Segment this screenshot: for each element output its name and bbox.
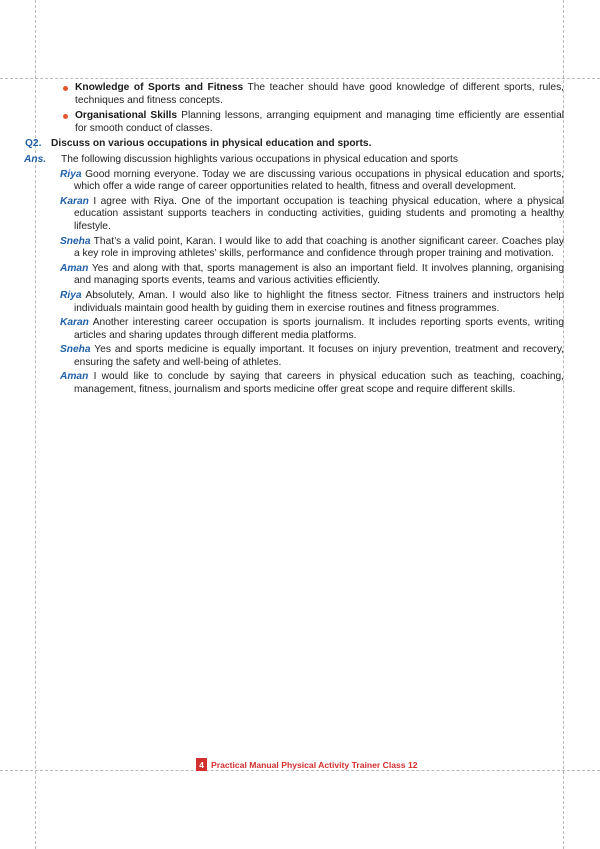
- bullet-item: [24, 82, 564, 107]
- bullet-item: [24, 110, 564, 135]
- speech-text: Another interesting career occupation is sports journalism. It includes reporting sports events, writing articles and sharing updates through different media platforms.: [74, 317, 564, 341]
- speaker-name: Riya: [60, 168, 82, 180]
- speaker-name: Sneha: [60, 235, 91, 247]
- bullet-dot-icon: [63, 86, 68, 91]
- dialogue-line: [24, 196, 564, 234]
- speech-text: Yes and along with that, sports management is also an important field. It involves planning, organising and managing sports events, teams and various activities efficiently.: [74, 262, 564, 287]
- dialogue-line: [24, 290, 564, 315]
- speaker-name: Aman: [60, 371, 89, 383]
- dialogue-line: [24, 169, 564, 194]
- dialogue-line: [24, 317, 564, 342]
- speaker-name: Karan: [60, 317, 89, 329]
- bullet-text: The teacher should have good knowledge of different sports, rules, techniques and fitness concepts.: [75, 82, 564, 106]
- speaker-name: Riya: [60, 289, 82, 301]
- answer-label: Ans.: [24, 153, 47, 165]
- bullet-term: Knowledge of Sports and Fitness: [75, 82, 244, 93]
- question: [24, 138, 564, 151]
- speaker-name: Aman: [60, 262, 89, 274]
- crop-guide-top: [0, 78, 600, 79]
- answer: [24, 154, 564, 167]
- answer-intro: The following discussion highlights various occupations in physical education and sports: [61, 153, 458, 165]
- question-text: Discuss on various occupations in physical education and sports.: [51, 138, 372, 150]
- speaker-name: Karan: [60, 195, 89, 207]
- speech-text: Absolutely, Aman. I would also like to highlight the fitness sector. Fitness trainers and instructors help individuals maintain good health by guiding them in exercise routines and fitness programmes.: [74, 289, 564, 314]
- dialogue-line: [24, 371, 564, 396]
- dialogue-line: [24, 236, 564, 261]
- speech-text: Yes and sports medicine is equally important. It focuses on injury prevention, treatment and recovery, ensuring the safety and well-being of athletes.: [74, 344, 564, 368]
- bullet-term: Organisational Skills: [75, 110, 178, 122]
- dialogue-line: [24, 344, 564, 369]
- speaker-name: Sneha: [60, 344, 91, 356]
- speech-text: I agree with Riya. One of the important occupation is teaching physical education, where a physical education assistant supports teachers in conducting activities, guiding students and promoting a healthy lifestyle.: [74, 195, 564, 232]
- footer-title: Practical Manual Physical Activity Trainer Class 12: [211, 759, 418, 770]
- bullet-dot-icon: [63, 114, 68, 119]
- speech-text: Good morning everyone. Today we are discussing various occupations in physical education and sports, which offer a wide range of career opportunities related to health, fitness and overall development.: [74, 168, 564, 193]
- page-content: [24, 82, 564, 397]
- page-number: 4: [196, 758, 207, 771]
- speech-text: I would like to conclude by saying that careers in physical education such as teaching, coaching, management, fitness, journalism and sports medicine offer great scope and require different skills.: [74, 371, 564, 396]
- bullet-text: Planning lessons, arranging equipment and managing time efficiently are essential for smooth conduct of classes.: [75, 110, 564, 134]
- dialogue-line: [24, 263, 564, 288]
- page-footer: [196, 758, 418, 771]
- question-number: Q2.: [25, 138, 42, 150]
- speech-text: That’s a valid point, Karan. I would like to add that coaching is another significant career. Coaches play a key role in improving athletes’ skills, performance and confidence through proper training and motivation.: [74, 235, 564, 260]
